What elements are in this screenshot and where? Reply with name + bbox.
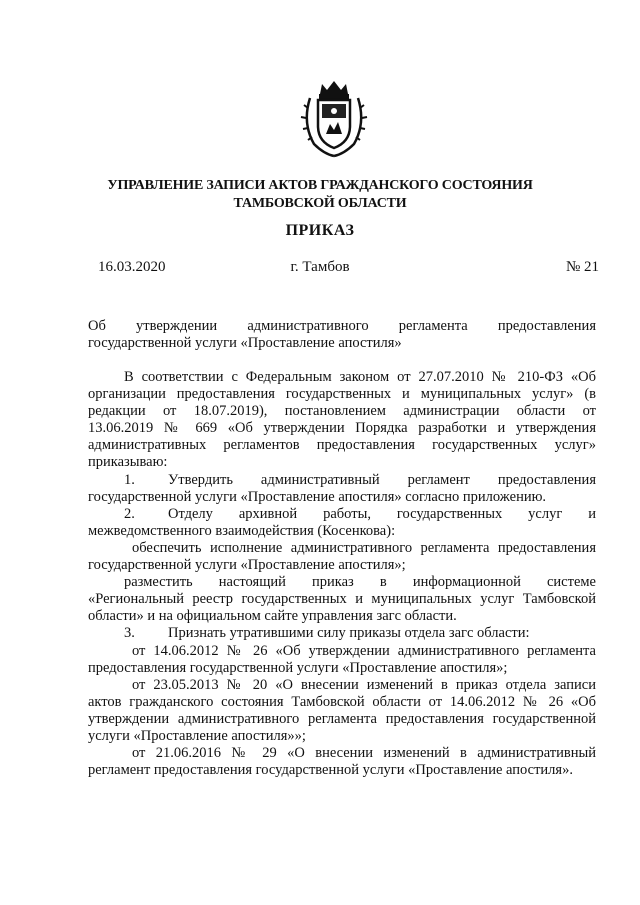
item-3-sub-2-line: актов гражданского состояния Тамбовской области от 14.06.2012 № 26 «Об	[88, 693, 596, 710]
item-2-sub-2-line: области» и на официальном сайте управления загс области.	[88, 608, 457, 625]
item-2-line-2: межведомственного взаимодействия (Косенкова):	[88, 522, 396, 539]
organization-line-2: ТАМБОВСКОЙ ОБЛАСТИ	[233, 196, 407, 211]
preamble-line: 13.06.2019 № 669 «Об утверждении Порядка разработки и утверждения	[88, 420, 596, 437]
preamble-line: В соответствии с Федеральным законом от 27.07.2010 № 210-ФЗ «Об	[124, 369, 596, 385]
document-body	[88, 369, 596, 779]
organization-name	[0, 177, 640, 213]
item-2-sub-1-line: обеспечить исполнение административного регламента предоставления	[132, 539, 596, 556]
item-2-sub-1-line: государственной услуги «Проставление апостиля»;	[88, 557, 406, 574]
subject-line-2: государственной услуги «Проставление апостиля»	[88, 335, 402, 351]
item-1-number: 1.	[124, 471, 135, 488]
item-3-sub-3-line: регламент предоставления государственной услуги «Проставление апостиля».	[88, 762, 573, 779]
preamble-line: организации предоставления государственных и муниципальных услуг» (в	[88, 386, 596, 403]
item-2-text: Отделу архивной работы, государственных услуг и	[168, 505, 596, 522]
document-number: № 21	[566, 259, 600, 275]
item-3-text: Признать утратившими силу приказы отдела загс области:	[168, 625, 530, 642]
document-type: ПРИКАЗ	[285, 222, 355, 239]
item-1-line-1	[88, 472, 596, 489]
item-3-sub-2-line: услуги «Проставление апостиля»»;	[88, 727, 306, 744]
item-3-sub-1-line: предоставления государственной услуги «Проставление апостиля»;	[88, 659, 508, 676]
document-subject	[88, 318, 596, 352]
item-2-sub-2-line: «Региональный реестр государственных и муниципальных услуг Тамбовской	[88, 591, 596, 608]
item-2-sub-2-line: разместить настоящий приказ в информационной системе	[124, 574, 596, 591]
item-3-sub-2-line: от 23.05.2013 № 20 «О внесении изменений в приказ отдела записи	[132, 676, 596, 693]
preamble-line: приказываю:	[88, 454, 168, 471]
item-3-number: 3.	[124, 625, 135, 642]
preamble-line: редакции от 18.07.2019), постановлением администрации области от	[88, 403, 596, 420]
subject-line-1: Об утверждении административного регламента предоставления	[88, 318, 596, 334]
item-3-sub-1-line: от 14.06.2012 № 26 «Об утверждении административного регламента	[132, 642, 596, 659]
document-city: г. Тамбов	[290, 259, 350, 275]
tambov-coat-of-arms-icon	[300, 78, 368, 158]
item-3-sub-2-line: утверждении административного регламента предоставления государственной	[88, 710, 596, 727]
document-date: 16.03.2020	[98, 259, 166, 275]
item-3-sub-3-line: от 21.06.2016 № 29 «О внесении изменений в административный	[132, 745, 596, 762]
item-3-line-1	[88, 625, 596, 642]
item-2-number: 2.	[124, 505, 135, 522]
preamble-line: административных регламентов предоставления государственных услуг»	[88, 437, 596, 454]
item-1-line-2: государственной услуги «Проставление апостиля» согласно приложению.	[88, 488, 547, 505]
item-2-line-1	[88, 506, 596, 523]
item-1-text: Утвердить административный регламент предоставления	[168, 471, 596, 488]
organization-line-1: УПРАВЛЕНИЕ ЗАПИСИ АКТОВ ГРАЖДАНСКОГО СОСТОЯНИЯ	[107, 178, 533, 193]
